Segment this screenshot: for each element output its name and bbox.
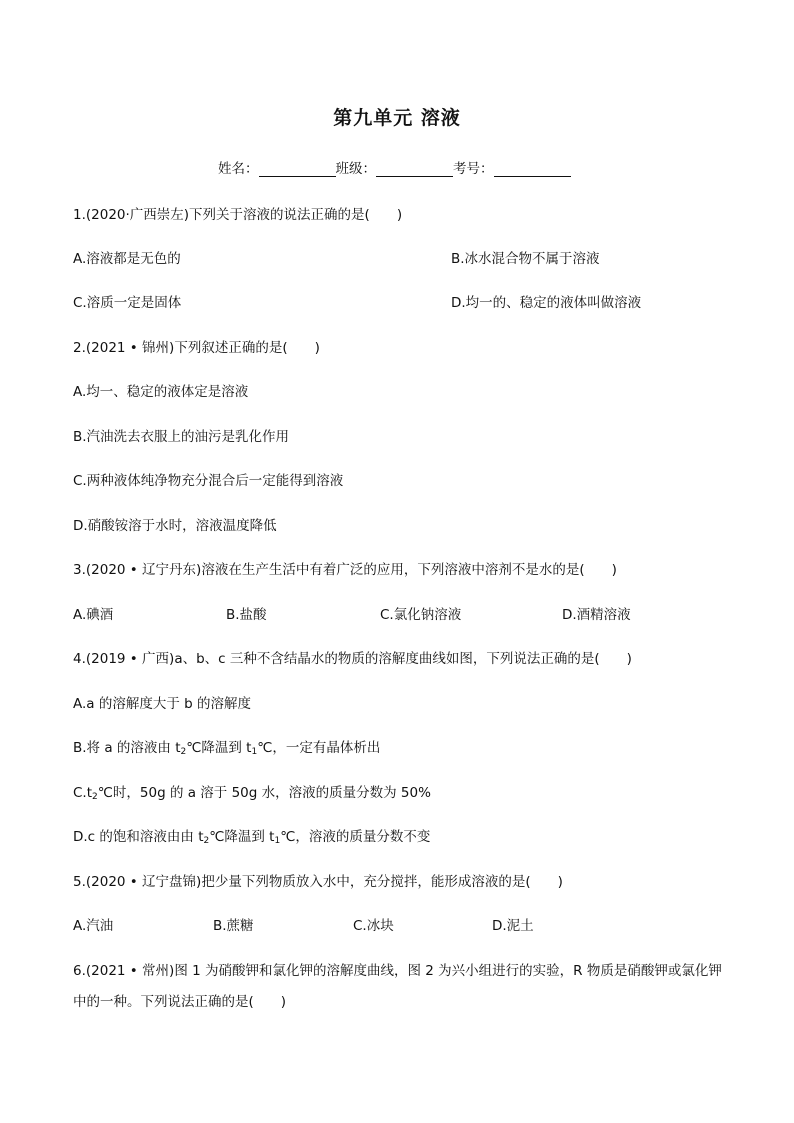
question-4-option-c: $C.t_2℃$时，50g 的 a 溶于 50g 水，溶液的质量分数为 50% <box>73 785 431 802</box>
exam-number-label: 考号： <box>453 161 494 177</box>
class-label: 班级： <box>335 161 376 177</box>
question-4-option-a: A.a 的溶解度大于 b 的溶解度 <box>73 696 252 712</box>
question-2-option-a: A.均一、稳定的液体定是溶液 <box>73 384 249 400</box>
question-2-option-b: B.汽油洗去衣服上的油污是乳化作用 <box>73 429 290 445</box>
question-1-option-a: A.溶液都是无色的 <box>73 251 181 267</box>
question-5-option-c: C.冰块 <box>353 918 394 934</box>
question-1-stem: 1.(2020·广西崇左)下列关于溶液的说法正确的是( ) <box>73 207 403 223</box>
question-2-stem: 2.(2021 • 锦州)下列叙述正确的是( ) <box>73 340 320 356</box>
question-1-option-c: C.溶质一定是固体 <box>73 295 182 311</box>
question-5-stem: 5.(2020 • 辽宁盘锦)把少量下列物质放入水中，充分搅拌，能形成溶液的是( ) <box>73 874 563 890</box>
question-2-option-d: D.硝酸铵溶于水时，溶液温度降低 <box>73 518 277 534</box>
question-5-option-b: B.蔗糖 <box>213 918 254 934</box>
question-4-option-d: D.c 的饱和溶液由由 $t_2℃$降温到 $t_1℃$，溶液的质量分数不变 <box>73 829 431 846</box>
question-4-option-b: B.将 a 的溶液由 $t_2℃$降温到 $t_1℃$，一定有晶体析出 <box>73 740 381 757</box>
question-4-stem: 4.(2019 • 广西)a、b、c 三种不含结晶水的物质的溶解度曲线如图，下列说法正确的是( ) <box>73 651 632 667</box>
name-blank[interactable] <box>259 162 336 177</box>
name-label: 姓名： <box>218 161 259 177</box>
question-3-option-c: C.氯化钠溶液 <box>380 607 462 623</box>
page-title: 第九单元 溶液 <box>333 107 461 129</box>
question-3-stem: 3.(2020 • 辽宁丹东)溶液在生产生活中有着广泛的应用，下列溶液中溶剂不是水的是( ) <box>73 562 617 578</box>
question-5-option-d: D.泥土 <box>492 918 534 934</box>
student-info-line <box>218 157 571 177</box>
question-1-option-b: B.冰水混合物不属于溶液 <box>451 251 600 267</box>
question-1-option-d: D.均一的、稳定的液体叫做溶液 <box>451 295 642 311</box>
question-6-stem-line-2: 中的一种。下列说法正确的是( ) <box>73 994 287 1010</box>
exam-number-blank[interactable] <box>494 162 571 177</box>
question-2-option-c: C.两种液体纯净物充分混合后一定能得到溶液 <box>73 473 344 489</box>
question-5-option-a: A.汽油 <box>73 918 114 934</box>
question-6-stem-line-1: 6.(2021 • 常州)图 1 为硝酸钾和氯化钾的溶解度曲线，图 2 为兴小组进行的实验，R 物质是硝酸钾或氯化钾 <box>73 963 722 979</box>
question-3-option-a: A.碘酒 <box>73 607 114 623</box>
question-3-option-b: B.盐酸 <box>226 607 267 623</box>
question-3-option-d: D.酒精溶液 <box>562 607 631 623</box>
class-blank[interactable] <box>376 162 453 177</box>
